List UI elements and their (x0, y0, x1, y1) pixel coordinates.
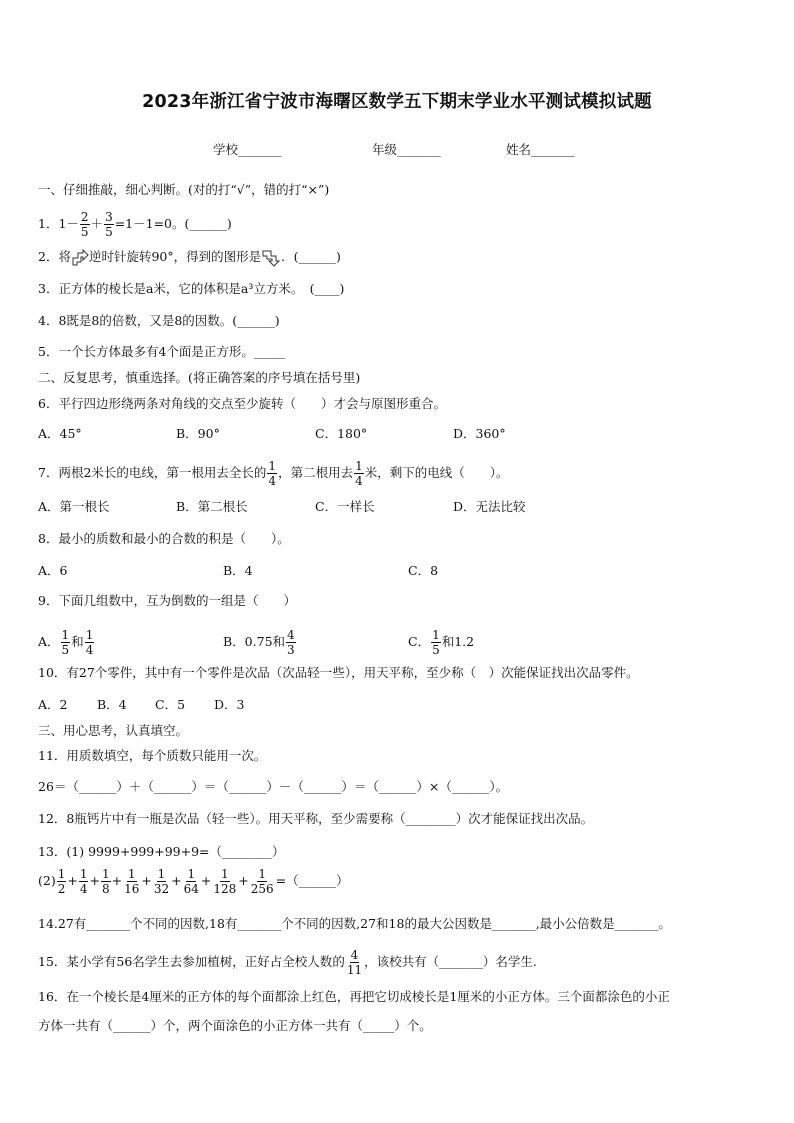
q9-b-denominator: 3 (287, 643, 295, 657)
q1-plus: ＋ (90, 216, 104, 231)
q13-fraction-denominator: 256 (250, 882, 274, 896)
question-14: 14.27有_______个不同的因数,18有_______个不同的因数,27和18的最大公因数是_______,最小公倍数是_______。 (38, 916, 671, 931)
q13-fraction-numerator: 1 (127, 867, 136, 881)
q6-option-a: A．45° (38, 426, 82, 441)
q13-fraction-denominator: 2 (57, 882, 66, 896)
grade-field: 年级_______ (372, 142, 441, 157)
q6-option-b: B．90° (176, 426, 220, 441)
q13-fraction-denominator: 16 (124, 882, 140, 896)
q9-c-suffix: 和1.2 (441, 634, 475, 649)
q9-a-label: A． (38, 634, 60, 649)
q8-option-c: C．8 (408, 563, 439, 578)
question-1 (38, 210, 232, 239)
q13-fraction-denominator: 64 (183, 882, 199, 896)
q13-fraction-numerator: 1 (221, 867, 229, 881)
q1-f1-denominator: 5 (80, 225, 89, 239)
q1-f1-numerator: 2 (80, 210, 89, 224)
q9-c-denominator: 5 (432, 643, 440, 657)
q9-c-numerator: 1 (432, 628, 440, 642)
q7-f1-numerator: 1 (268, 459, 277, 473)
q10-option-b: B．4 (97, 697, 127, 712)
q13-fraction (101, 867, 111, 896)
q13-part2-label: (2) (38, 873, 56, 888)
q6-option-d: D．360° (453, 426, 506, 441)
q2-suffix: ．(______) (281, 249, 341, 264)
q7-f2-denominator: 4 (355, 474, 363, 488)
q9-a-fraction-1 (61, 628, 71, 657)
q10-option-d: D．3 (214, 697, 245, 712)
q9-option-c (408, 628, 474, 657)
section-2-heading: 二、反复思考，慎重选择。(将正确答案的序号填在括号里) (38, 370, 361, 385)
question-16-line-2: 方体一共有（______）个，两个面涂色的小正方体一共有（_____）个。 (38, 1018, 432, 1033)
q10-option-c: C．5 (155, 697, 186, 712)
q1-fraction-2 (104, 210, 114, 239)
q9-a-and: 和 (71, 634, 84, 649)
q6-option-c: C．180° (315, 426, 368, 441)
q13-fraction-denominator: 32 (153, 882, 170, 896)
q13-fraction-denominator: 128 (213, 882, 237, 896)
question-4: 4．8既是8的倍数，又是8的因数。(______) (38, 313, 280, 328)
q13-fraction-denominator: 4 (79, 882, 88, 896)
q7-prefix: 7．两根2米长的电线，第一根用去全长的 (38, 465, 267, 480)
section-1-heading: 一、仔细推敲，细心判断。(对的打“√”，错的打“×”) (38, 182, 330, 197)
question-6: 6．平行四边形绕两条对角线的交点至少旋转（ ）才会与原图形重合。 (38, 396, 446, 411)
q9-b-fraction (286, 628, 296, 657)
q7-option-b: B．第二根长 (176, 499, 248, 514)
q13-fraction-numerator: 1 (57, 867, 66, 881)
question-7 (38, 459, 508, 488)
q7-option-c: C．一样长 (315, 499, 375, 514)
q13-fraction (57, 867, 67, 896)
q13-plus-sign: + (67, 873, 78, 888)
section-3-heading: 三、用心思考，认真填空。 (38, 723, 189, 738)
q9-a-f2-numerator: 1 (85, 628, 94, 642)
rotated-shape-icon (261, 249, 281, 267)
q15-suffix: ，该校共有（_______）名学生. (364, 954, 537, 969)
question-5: 5．一个长方体最多有4个面是正方形。_____ (38, 344, 286, 359)
q1-f2-denominator: 5 (105, 225, 113, 239)
q13-fraction (250, 867, 275, 896)
q7-middle: ，第二根用去 (278, 465, 354, 480)
q13-fraction-numerator: 1 (79, 867, 88, 881)
school-field: 学校_______ (213, 142, 282, 157)
q13-plus-sign: + (141, 873, 152, 888)
q1-fraction-1 (80, 210, 90, 239)
q7-fraction-2 (354, 459, 364, 488)
question-16-line-1: 16．在一个棱长是4厘米的正方体的每个面都涂上红色，再把它切成棱长是1厘米的小正方体。三个面都涂色的小正 (38, 989, 670, 1004)
question-10: 10．有27个零件，其中有一个零件是次品（次品轻一些），用天平称，至少称（ ）次能保证找出次品零件。 (38, 665, 639, 680)
q7-option-a: A．第一根长 (38, 499, 110, 514)
question-3: 3．正方体的棱长是a米，它的体积是a³立方米。 (____) (38, 281, 345, 296)
page-title: 2023年浙江省宁波市海曙区数学五下期末学业水平测试模拟试题 (142, 92, 652, 112)
q1-suffix: =1－1=0。(______) (114, 216, 232, 231)
q9-b-numerator: 4 (287, 628, 295, 642)
q1-f2-numerator: 3 (105, 210, 113, 224)
q13-fraction-numerator: 1 (101, 867, 110, 881)
q13-fraction (183, 867, 200, 896)
q13-fraction (212, 867, 237, 896)
q9-a-fraction-2 (85, 628, 95, 657)
q13-fraction (123, 867, 140, 896)
q2-prefix: 2．将 (38, 249, 71, 264)
q13-fraction-denominator: 8 (101, 882, 110, 896)
q13-fraction (153, 867, 170, 896)
q9-a-f1-denominator: 5 (61, 643, 70, 657)
question-9: 9．下面几组数中，互为倒数的一组是（ ） (38, 593, 296, 608)
q15-denominator: 11 (346, 963, 363, 977)
q11-equation: 26＝（______）＋（______）＝（______）－（______）＝（______）×（______）。 (38, 779, 509, 794)
q13-plus-sign: + (238, 873, 249, 888)
q9-b-label: B．0.75和 (223, 634, 286, 649)
q7-f1-denominator: 4 (268, 474, 277, 488)
q7-fraction-1 (267, 459, 277, 488)
q15-numerator: 4 (350, 948, 359, 962)
q9-a-f1-numerator: 1 (61, 628, 70, 642)
rotate-shape-icon (71, 249, 89, 267)
q15-prefix: 15．某小学有56名学生去参加植树，正好占全校人数的 (38, 954, 345, 969)
q13-fraction-numerator: 1 (258, 867, 267, 881)
q15-fraction (346, 948, 363, 977)
question-13-part-1: 13．(1) 9999+999+99+9=（________） (38, 844, 285, 859)
q7-suffix: 米，剩下的电线（ ）。 (364, 465, 509, 480)
q13-plus-sign: + (111, 873, 123, 888)
question-8: 8．最小的质数和最小的合数的积是（ ）。 (38, 531, 290, 546)
question-2 (38, 247, 341, 267)
q7-option-d: D．无法比较 (453, 499, 526, 514)
q13-fraction-numerator: 1 (187, 867, 196, 881)
question-15 (38, 948, 537, 977)
q9-option-b (223, 628, 297, 657)
q8-option-b: B．4 (223, 563, 253, 578)
q2-middle: 逆时针旋转90°，得到的图形是 (88, 249, 262, 264)
question-11: 11．用质数填空，每个质数只能用一次。 (38, 748, 267, 763)
question-13-part-2 (38, 867, 349, 896)
q9-option-a (38, 628, 95, 657)
q9-c-label: C． (408, 634, 431, 649)
q9-c-fraction (431, 628, 441, 657)
q13-plus-sign: + (200, 873, 212, 888)
q13-plus-sign: + (171, 873, 182, 888)
q13-plus-sign: + (89, 873, 100, 888)
question-12: 12．8瓶钙片中有一瓶是次品（轻一些）。用天平称，至少需要称（________）次才能保证找出次品。 (38, 811, 594, 826)
q13-fraction (79, 867, 89, 896)
q7-f2-numerator: 1 (355, 459, 363, 473)
name-field: 姓名_______ (506, 142, 575, 157)
q13-fraction-numerator: 1 (157, 867, 166, 881)
q9-a-f2-denominator: 4 (85, 643, 94, 657)
q8-option-a: A．6 (38, 563, 68, 578)
q10-option-a: A．2 (38, 697, 68, 712)
q1-prefix: 1．1－ (38, 216, 79, 231)
q13-part2-suffix: =（______） (275, 873, 349, 888)
